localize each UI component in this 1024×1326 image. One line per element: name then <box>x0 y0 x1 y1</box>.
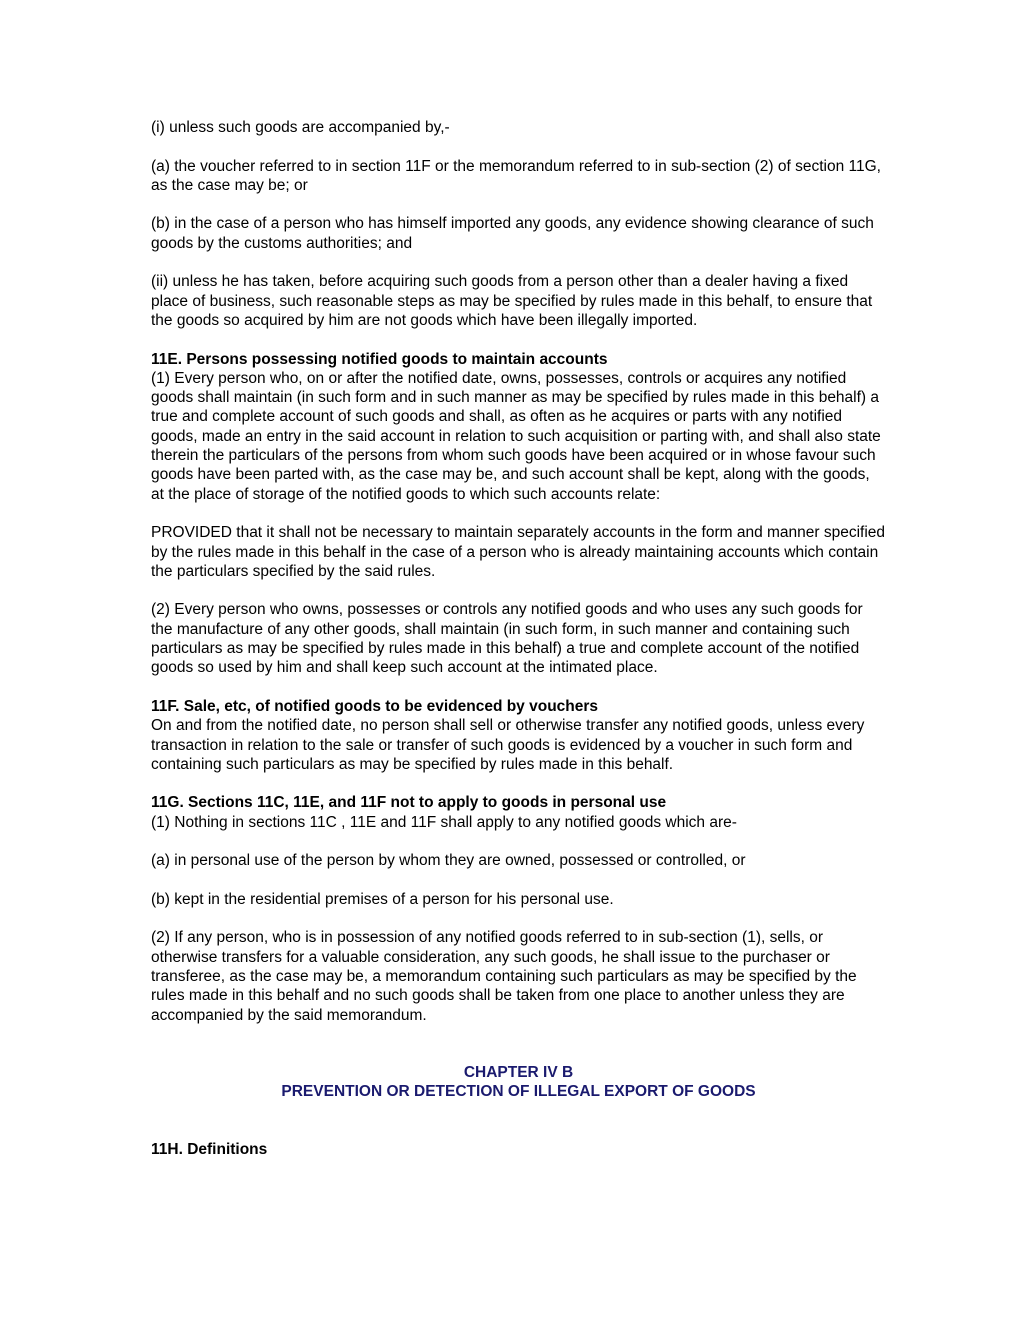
section-11f-title: 11F. Sale, etc, of notified goods to be evidenced by vouchers <box>151 697 599 715</box>
section-11g-clause-a: (a) in personal use of the person by whom they are owned, possessed or controlled, or <box>151 852 746 870</box>
chapter-heading <box>151 1063 886 1102</box>
chapter-title: PREVENTION OR DETECTION OF ILLEGAL EXPORT OF GOODS <box>281 1083 756 1101</box>
section-11e-title: 11E. Persons possessing notified goods to maintain accounts <box>151 350 608 368</box>
section-11g-title: 11G. Sections 11C, 11E, and 11F not to apply to goods in personal use <box>151 794 667 812</box>
clause-ii: (ii) unless he has taken, before acquiring such goods from a person other than a dealer having a fixed place of business, such reasonable steps as may be specified by rules made in this behalf, to ensure that the goods so acquired by him are not goods which have been illegally imported. <box>151 273 873 329</box>
section-11g-clause-b: (b) kept in the residential premises of a person for his personal use. <box>151 890 614 908</box>
section-11g-subsection-2: (2) If any person, who is in possession of any notified goods referred to in sub-section (1), sells, or otherwise transfers for a valuable consideration, any such goods, he shall issue to the purchaser or transferee, as the case may be, a memorandum containing such particulars as may be specified by the rules made in this behalf and no such goods shall be taken from one place to another unless they are accompanied by the said memorandum. <box>151 929 857 1024</box>
section-11e <box>151 350 886 504</box>
section-11e-subsection-1: (1) Every person who, on or after the notified date, owns, possesses, controls or acquires any notified goods shall maintain (in such form and in such manner as may be specified by rules made in this behalf) a true and complete account of such goods and shall, as often as he acquires or parts with any notified goods, made an entry in the said account in relation to such acquisition or parting with, and shall also state therein the particulars of the persons from whom such goods have been acquired or in whose favour such goods have been parted with, as the case may be, and such account shall be kept, along with the goods, at the place of storage of the notified goods to which such accounts relate: <box>151 369 881 503</box>
clause-i: (i) unless such goods are accompanied by,- <box>151 119 450 136</box>
section-11h-title: 11H. Definitions <box>151 1140 268 1158</box>
section-11f-body: On and from the notified date, no person shall sell or otherwise transfer any notified goods, unless every transaction in relation to the sale or transfer of such goods is evidenced by a voucher in such form and containing such particulars as may be specified by rules made in this behalf. <box>151 717 865 773</box>
section-11e-subsection-2: (2) Every person who owns, possesses or controls any notified goods and who uses any such goods for the manufacture of any other goods, shall maintain (in such form, in such manner and containing such particulars as may be specified by rules made in this behalf) a true and complete account of the notified goods so used by him and shall keep such account at the intimated place. <box>151 601 863 677</box>
clause-a: (a) the voucher referred to in section 11F or the memorandum referred to in sub-section (2) of section 11G, as the case may be; or <box>151 157 881 194</box>
section-11g-subsection-1: (1) Nothing in sections 11C , 11E and 11F shall apply to any notified goods which are- <box>151 813 737 831</box>
document-page <box>151 118 886 1159</box>
section-11g <box>151 793 886 832</box>
section-11e-proviso: PROVIDED that it shall not be necessary to maintain separately accounts in the form and manner specified by the rules made in this behalf in the case of a person who is already maintaining accounts which contain the particulars specified by the said rules. <box>151 524 886 580</box>
clause-b: (b) in the case of a person who has himself imported any goods, any evidence showing clearance of such goods by the customs authorities; and <box>151 215 874 252</box>
chapter-number: CHAPTER IV B <box>463 1063 574 1081</box>
section-11f <box>151 697 886 774</box>
